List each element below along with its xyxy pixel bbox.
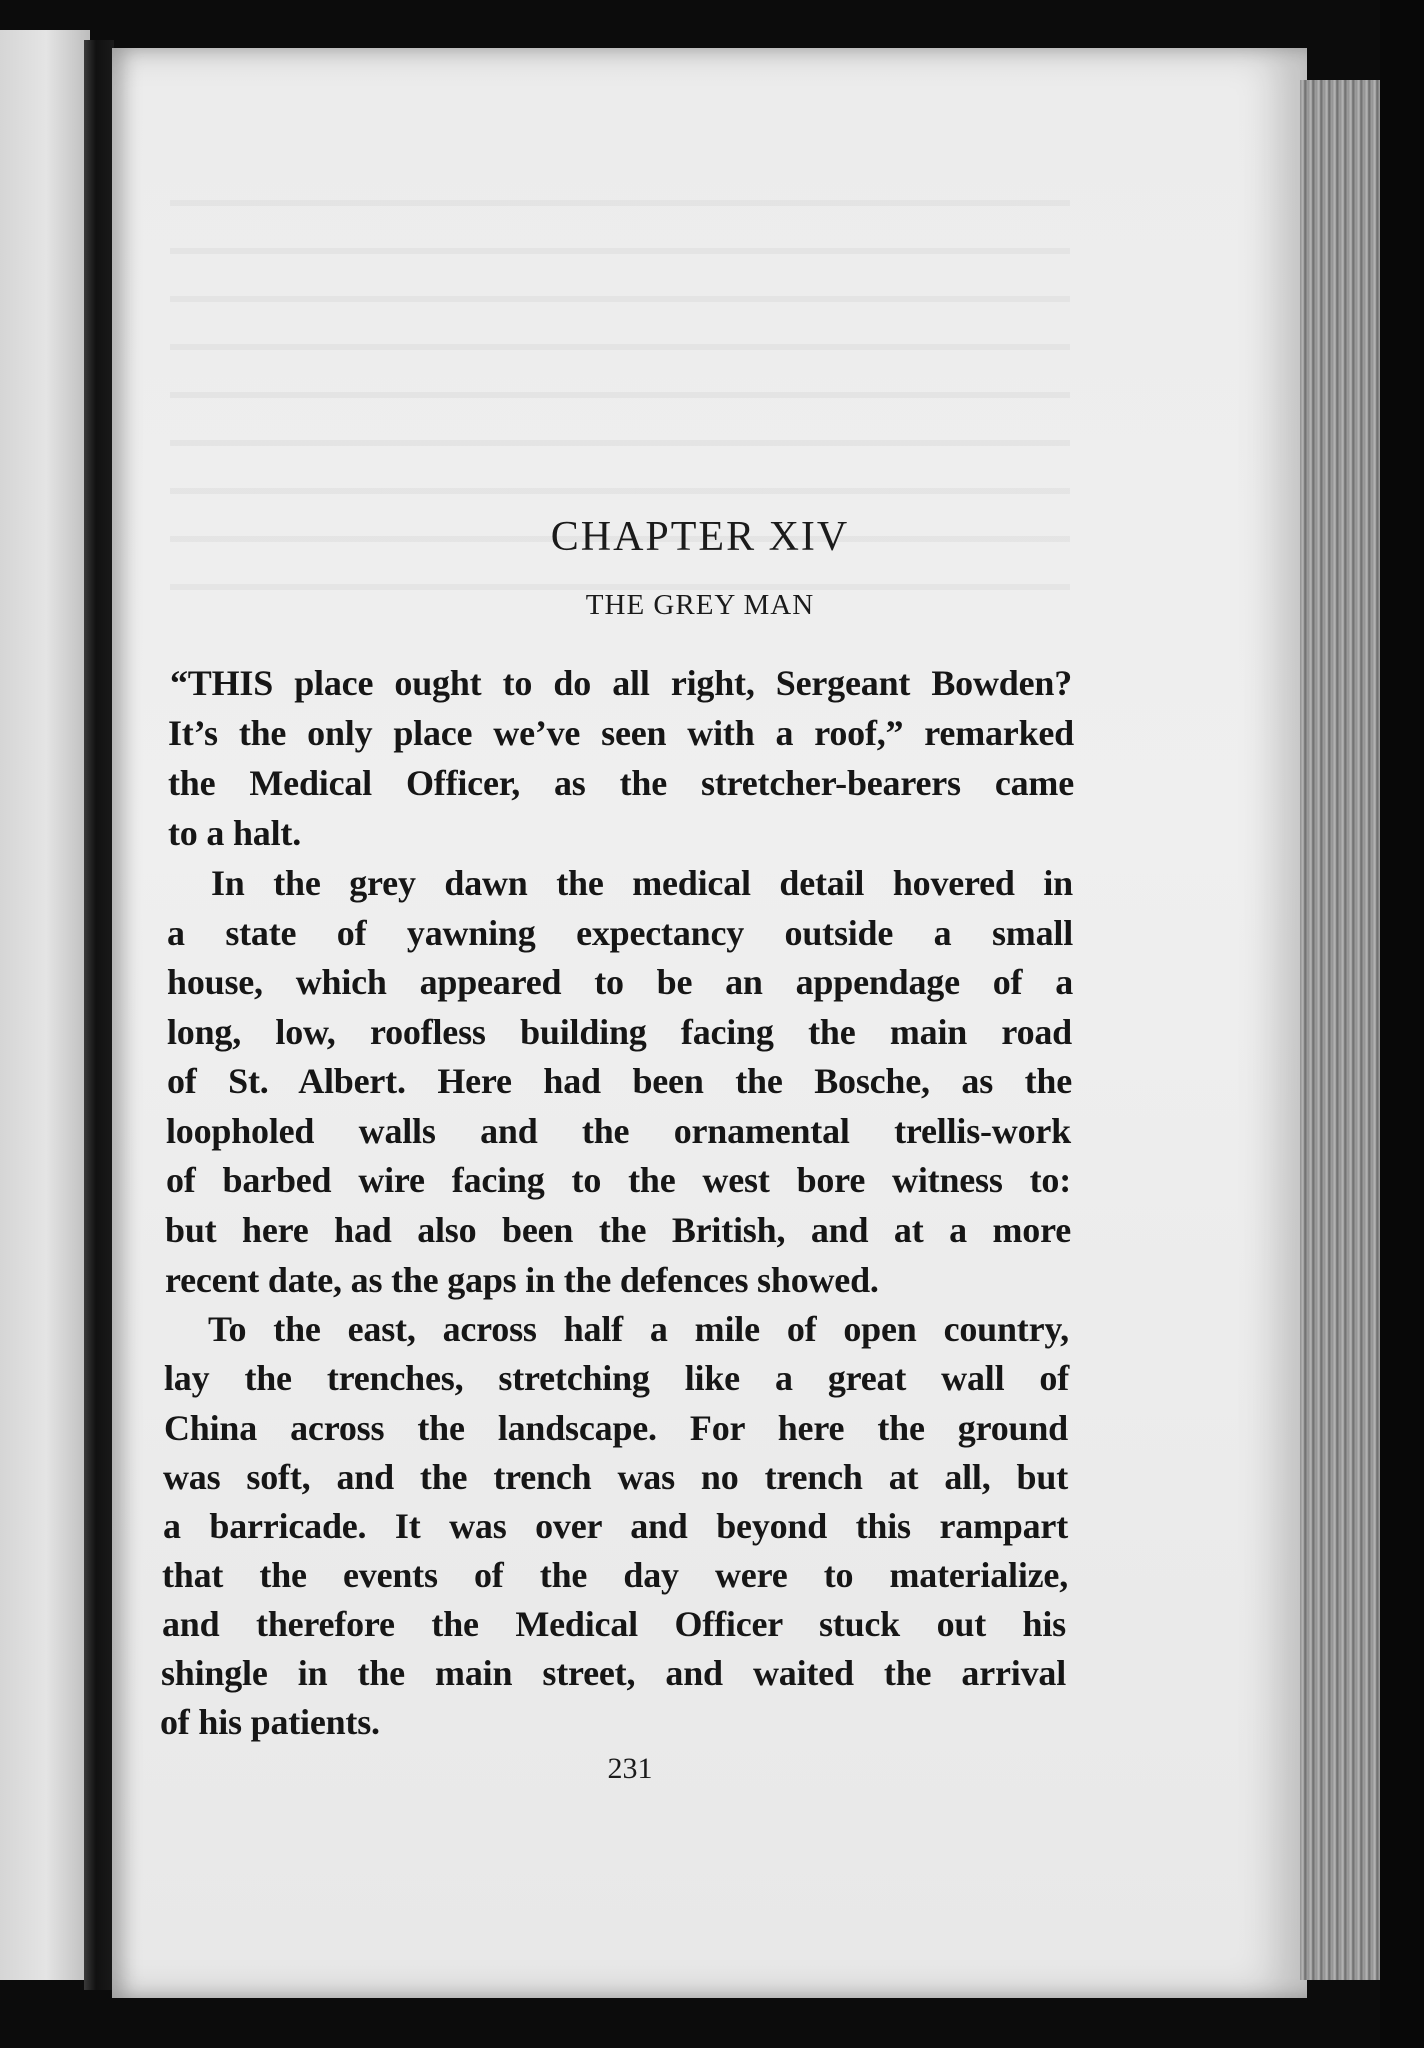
text-line: loopholed walls and the ornamental trellis-work: [166, 1111, 1071, 1151]
text-line: In the grey dawn the medical detail hovered in: [211, 863, 1073, 903]
text-line: was soft, and the trench was no trench at all, but: [163, 1457, 1068, 1497]
chapter-title: THE GREY MAN: [585, 589, 815, 621]
book-gutter: [84, 40, 114, 1990]
chapter-number: CHAPTER XIV: [550, 514, 850, 560]
text-line: lay the trenches, stretching like a great wall of: [164, 1358, 1069, 1398]
facing-page-edge: [0, 30, 90, 1980]
text-line: a barricade. It was over and beyond this rampart: [163, 1506, 1068, 1546]
text-line: recent date, as the gaps in the defences showed.: [165, 1260, 879, 1300]
text-line: a state of yawning expectancy outside a small: [167, 913, 1073, 953]
text-line: of his patients.: [160, 1702, 380, 1742]
background-shadow: [1380, 0, 1424, 2048]
text-line: To the east, across half a mile of open country,: [208, 1309, 1069, 1349]
page-number: 231: [607, 1752, 653, 1785]
show-through-text: [170, 170, 1070, 630]
text-line: It’s the only place we’ve seen with a roof,” remarked: [168, 713, 1074, 753]
text-line: the Medical Officer, as the stretcher-bearers came: [168, 763, 1074, 803]
page-edges-stack: [1300, 80, 1380, 1980]
text-line: house, which appeared to be an appendage of a: [167, 962, 1073, 1002]
text-line: that the events of the day were to materialize,: [162, 1555, 1068, 1595]
text-line: shingle in the main street, and waited the arrival: [161, 1653, 1066, 1693]
text-line: of St. Albert. Here had been the Bosche, as the: [167, 1061, 1072, 1101]
text-line: long, low, roofless building facing the main road: [167, 1012, 1072, 1052]
text-line: of barbed wire facing to the west bore witness to:: [166, 1160, 1071, 1200]
text-line: China across the landscape. For here the ground: [164, 1408, 1068, 1448]
text-line: and therefore the Medical Officer stuck out his: [162, 1604, 1066, 1644]
text-line: but here had also been the British, and at a more: [165, 1210, 1071, 1250]
text-line: “THIS place ought to do all right, Sergeant Bowden?: [170, 663, 1072, 703]
text-line: to a halt.: [168, 813, 302, 853]
